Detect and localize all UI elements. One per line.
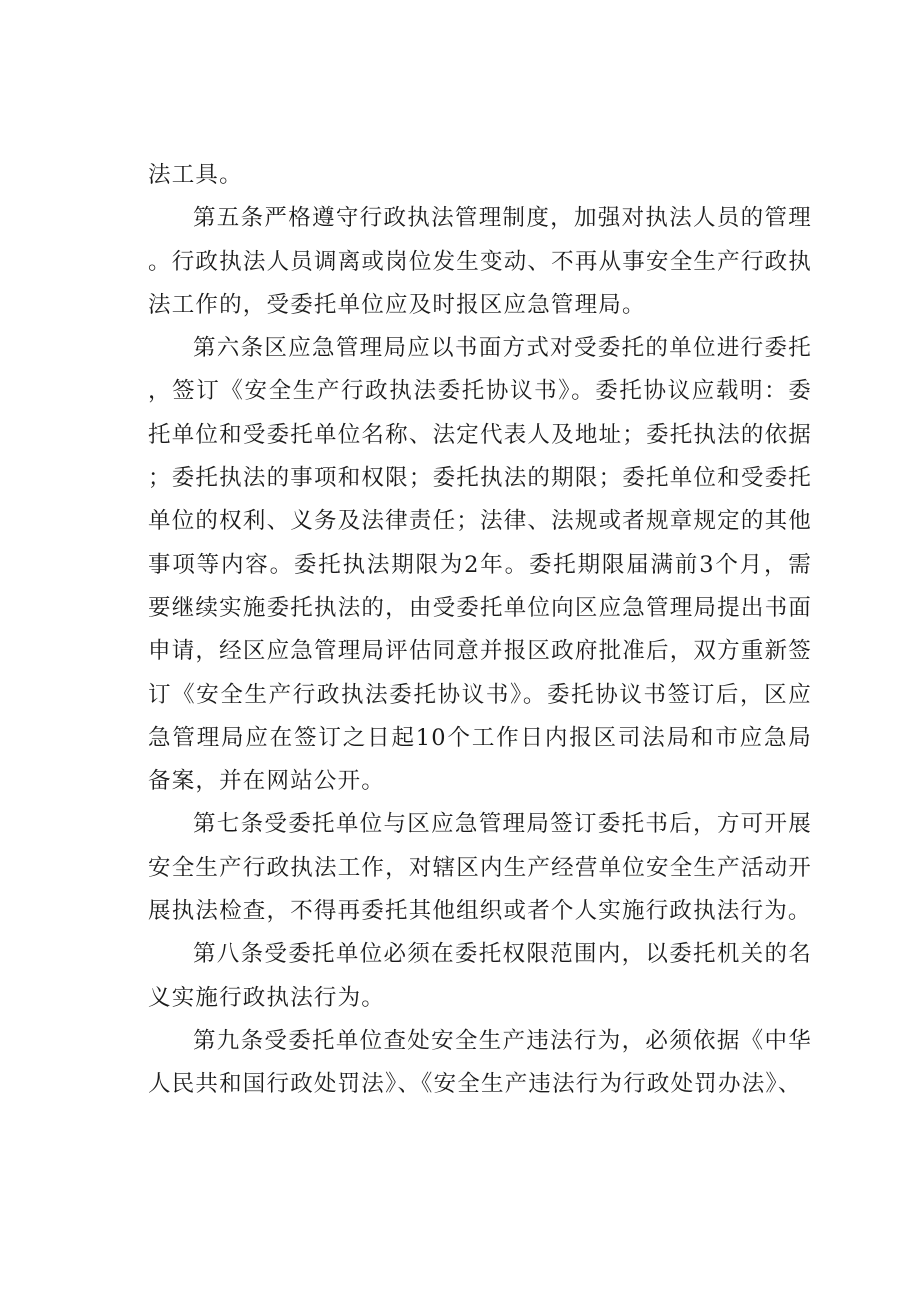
paragraph-article-6: 第六条区应急管理局应以书面方式对受委托的单位进行委托，签订《安全生产行政执法委托协议书》。委托协议应载明：委托单位和受委托单位名称、法定代表人及地址；委托执法的依据；委托执法的事项和权限；委托执法的期限；委托单位和受委托单位的权利、义务及法律责任；法律、法规或者规章规定的其他事项等内容。委托执法期限为2年。委托期限届满前3个月，需要继续实施委托执法的，由受委托单位向区应急管理局提出书面申请，经区应急管理局评估同意并报区政府批准后，双方重新签订《安全生产行政执法委托协议书》。委托协议书签订后，区应急管理局应在签订之日起10个工作日内报区司法局和市应急局备案，并在网站公开。 <box>148 335 812 795</box>
document-body <box>148 154 812 1107</box>
paragraph-continuation: 法工具。 <box>148 162 243 188</box>
paragraph-article-8: 第八条受委托单位必须在委托权限范围内，以委托机关的名义实施行政执法行为。 <box>148 941 812 1011</box>
paragraph-article-7: 第七条受委托单位与区应急管理局签订委托书后，方可开展安全生产行政执法工作，对辖区内生产经营单位安全生产活动开展执法检查，不得再委托其他组织或者个人实施行政执法行为。 <box>148 811 812 925</box>
paragraph-article-5: 第五条严格遵守行政执法管理制度，加强对执法人员的管理。行政执法人员调离或岗位发生变动、不再从事安全生产行政执法工作的，受委托单位应及时报区应急管理局。 <box>148 205 812 318</box>
paragraph-article-9: 第九条受委托单位查处安全生产违法行为，必须依据《中华人民共和国行政处罚法》、《安全生产违法行为行政处罚办法》、 <box>148 1027 812 1098</box>
